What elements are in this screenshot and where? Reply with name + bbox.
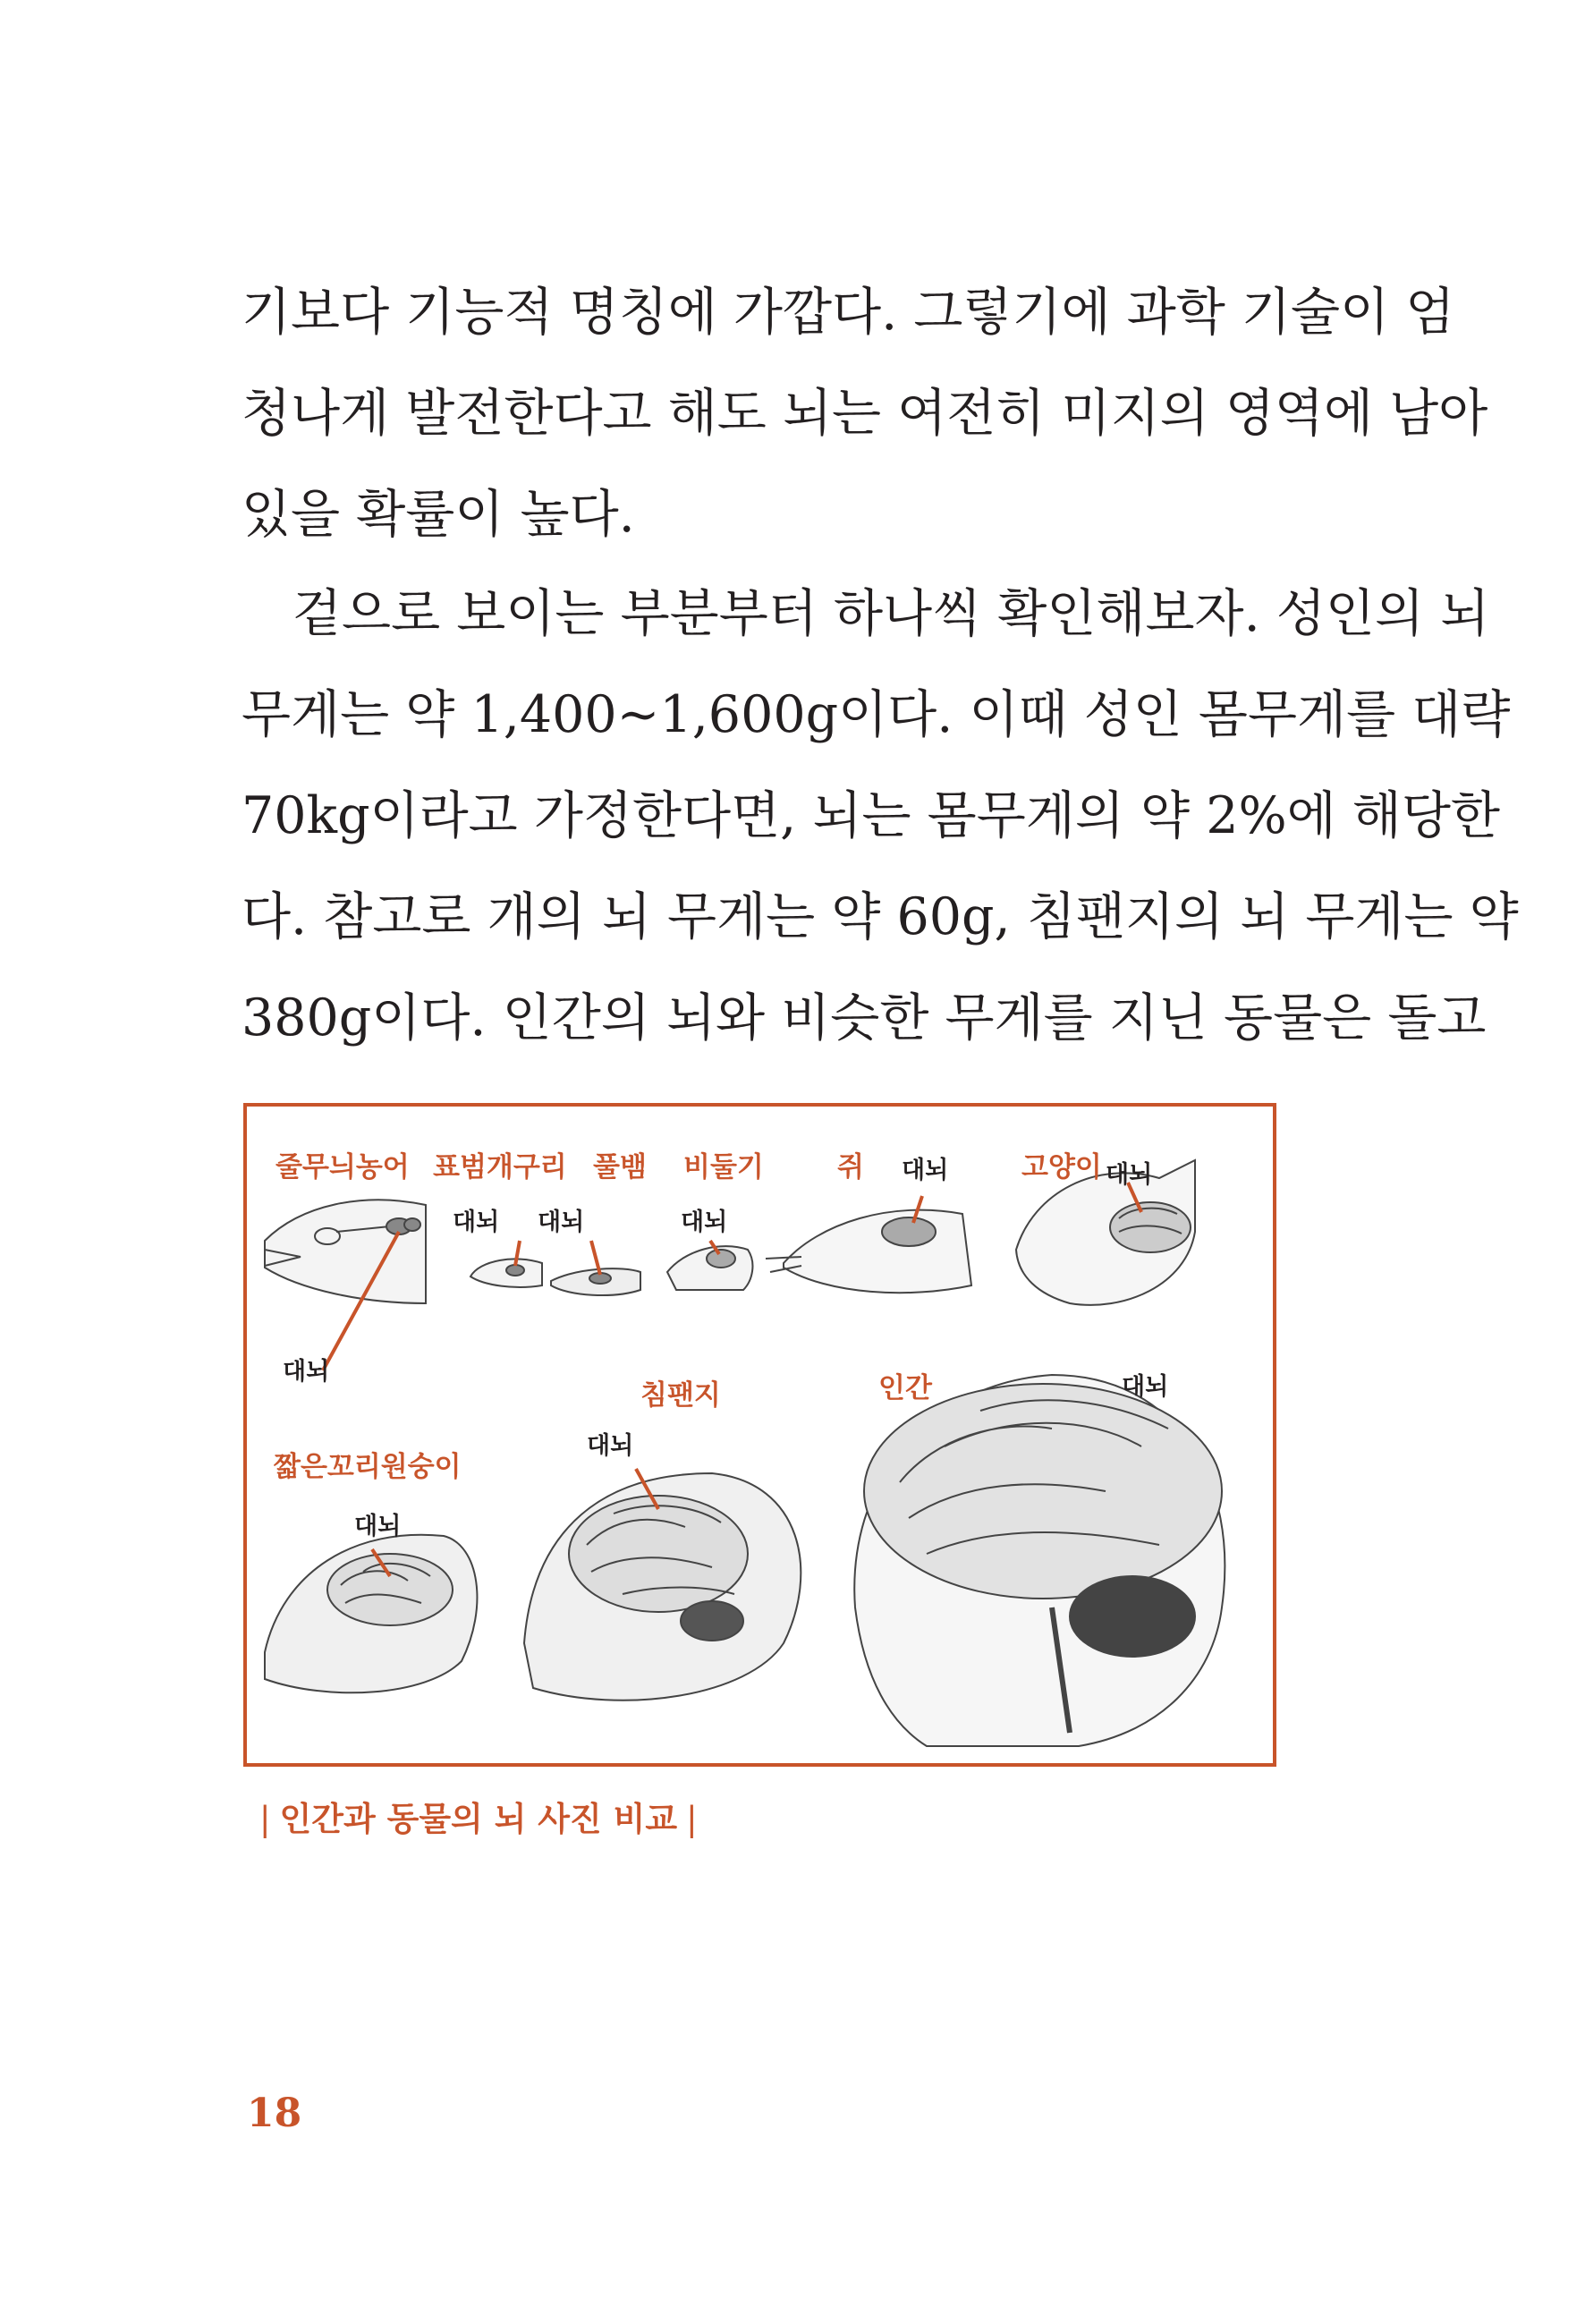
figure-caption: [250, 1792, 707, 1840]
snake-head-drawing: [551, 1268, 640, 1295]
text-line: 기보다 기능적 명칭에 가깝다. 그렇기에 과학 기술이 엄: [242, 283, 1455, 342]
human-head-drawing: [854, 1375, 1225, 1746]
cerebrum-label: 대뇌: [1122, 1373, 1169, 1401]
body-paragraph-1: [242, 262, 1488, 565]
text-line: 무게는 약 1,400~1,600g이다. 이때 성인 몸무게를 대략: [242, 685, 1511, 744]
caption-text: 인간과 동물의 뇌 사진 비교: [279, 1800, 678, 1838]
label-rat: 쥐: [837, 1151, 864, 1183]
caption-bar-right: |: [686, 1800, 698, 1838]
label-cat: 고양이: [1021, 1151, 1102, 1183]
frog-head-drawing: [470, 1259, 542, 1287]
rat-head-drawing: [766, 1210, 971, 1293]
label-pigeon: 비둘기: [683, 1151, 764, 1183]
text-line: 380g이다. 인간의 뇌와 비슷한 무게를 지닌 동물은 돌고: [242, 988, 1487, 1047]
label-macaque: 짧은꼬리원숭이: [274, 1451, 462, 1483]
page-number: 18: [247, 2091, 302, 2136]
text-line: 청나게 발전한다고 해도 뇌는 여전히 미지의 영역에 남아: [242, 384, 1488, 443]
cerebrum-label: 대뇌: [354, 1513, 402, 1540]
label-frog: 표범개구리: [433, 1151, 567, 1183]
caption-bar-left: |: [259, 1800, 271, 1838]
cerebrum-label: 대뇌: [587, 1432, 634, 1460]
label-lamprey: 줄무늬농어: [275, 1151, 410, 1183]
label-chimp: 침팬지: [640, 1379, 721, 1412]
figure-illustration: [247, 1107, 1273, 1763]
text-line: 겉으로 보이는 부분부터 하나씩 확인해보자. 성인의 뇌: [292, 584, 1490, 643]
cerebrum-label: 대뇌: [681, 1209, 728, 1236]
chimp-head-drawing: [524, 1473, 801, 1701]
text-line: 70kg이라고 가정한다면, 뇌는 몸무게의 약 2%에 해당한: [242, 786, 1500, 845]
macaque-head-drawing: [265, 1535, 477, 1693]
label-snake: 풀뱀: [593, 1151, 647, 1183]
label-human: 인간: [878, 1372, 932, 1404]
text-line: 다. 참고로 개의 뇌 무게는 약 60g, 침팬지의 뇌 무게는 약: [242, 887, 1519, 946]
cerebrum-label: 대뇌: [902, 1157, 949, 1184]
cerebrum-label: 대뇌: [1106, 1161, 1153, 1189]
pigeon-head-drawing: [667, 1246, 752, 1290]
lamprey-head-drawing: [265, 1200, 426, 1303]
cerebrum-label: 대뇌: [283, 1358, 330, 1386]
body-paragraph-2: [242, 564, 1519, 1069]
text-line: 있을 확률이 높다.: [242, 485, 635, 544]
cerebrum-label: 대뇌: [538, 1209, 585, 1236]
cerebrum-label: 대뇌: [453, 1209, 500, 1236]
brain-comparison-figure: [243, 1103, 1276, 1767]
